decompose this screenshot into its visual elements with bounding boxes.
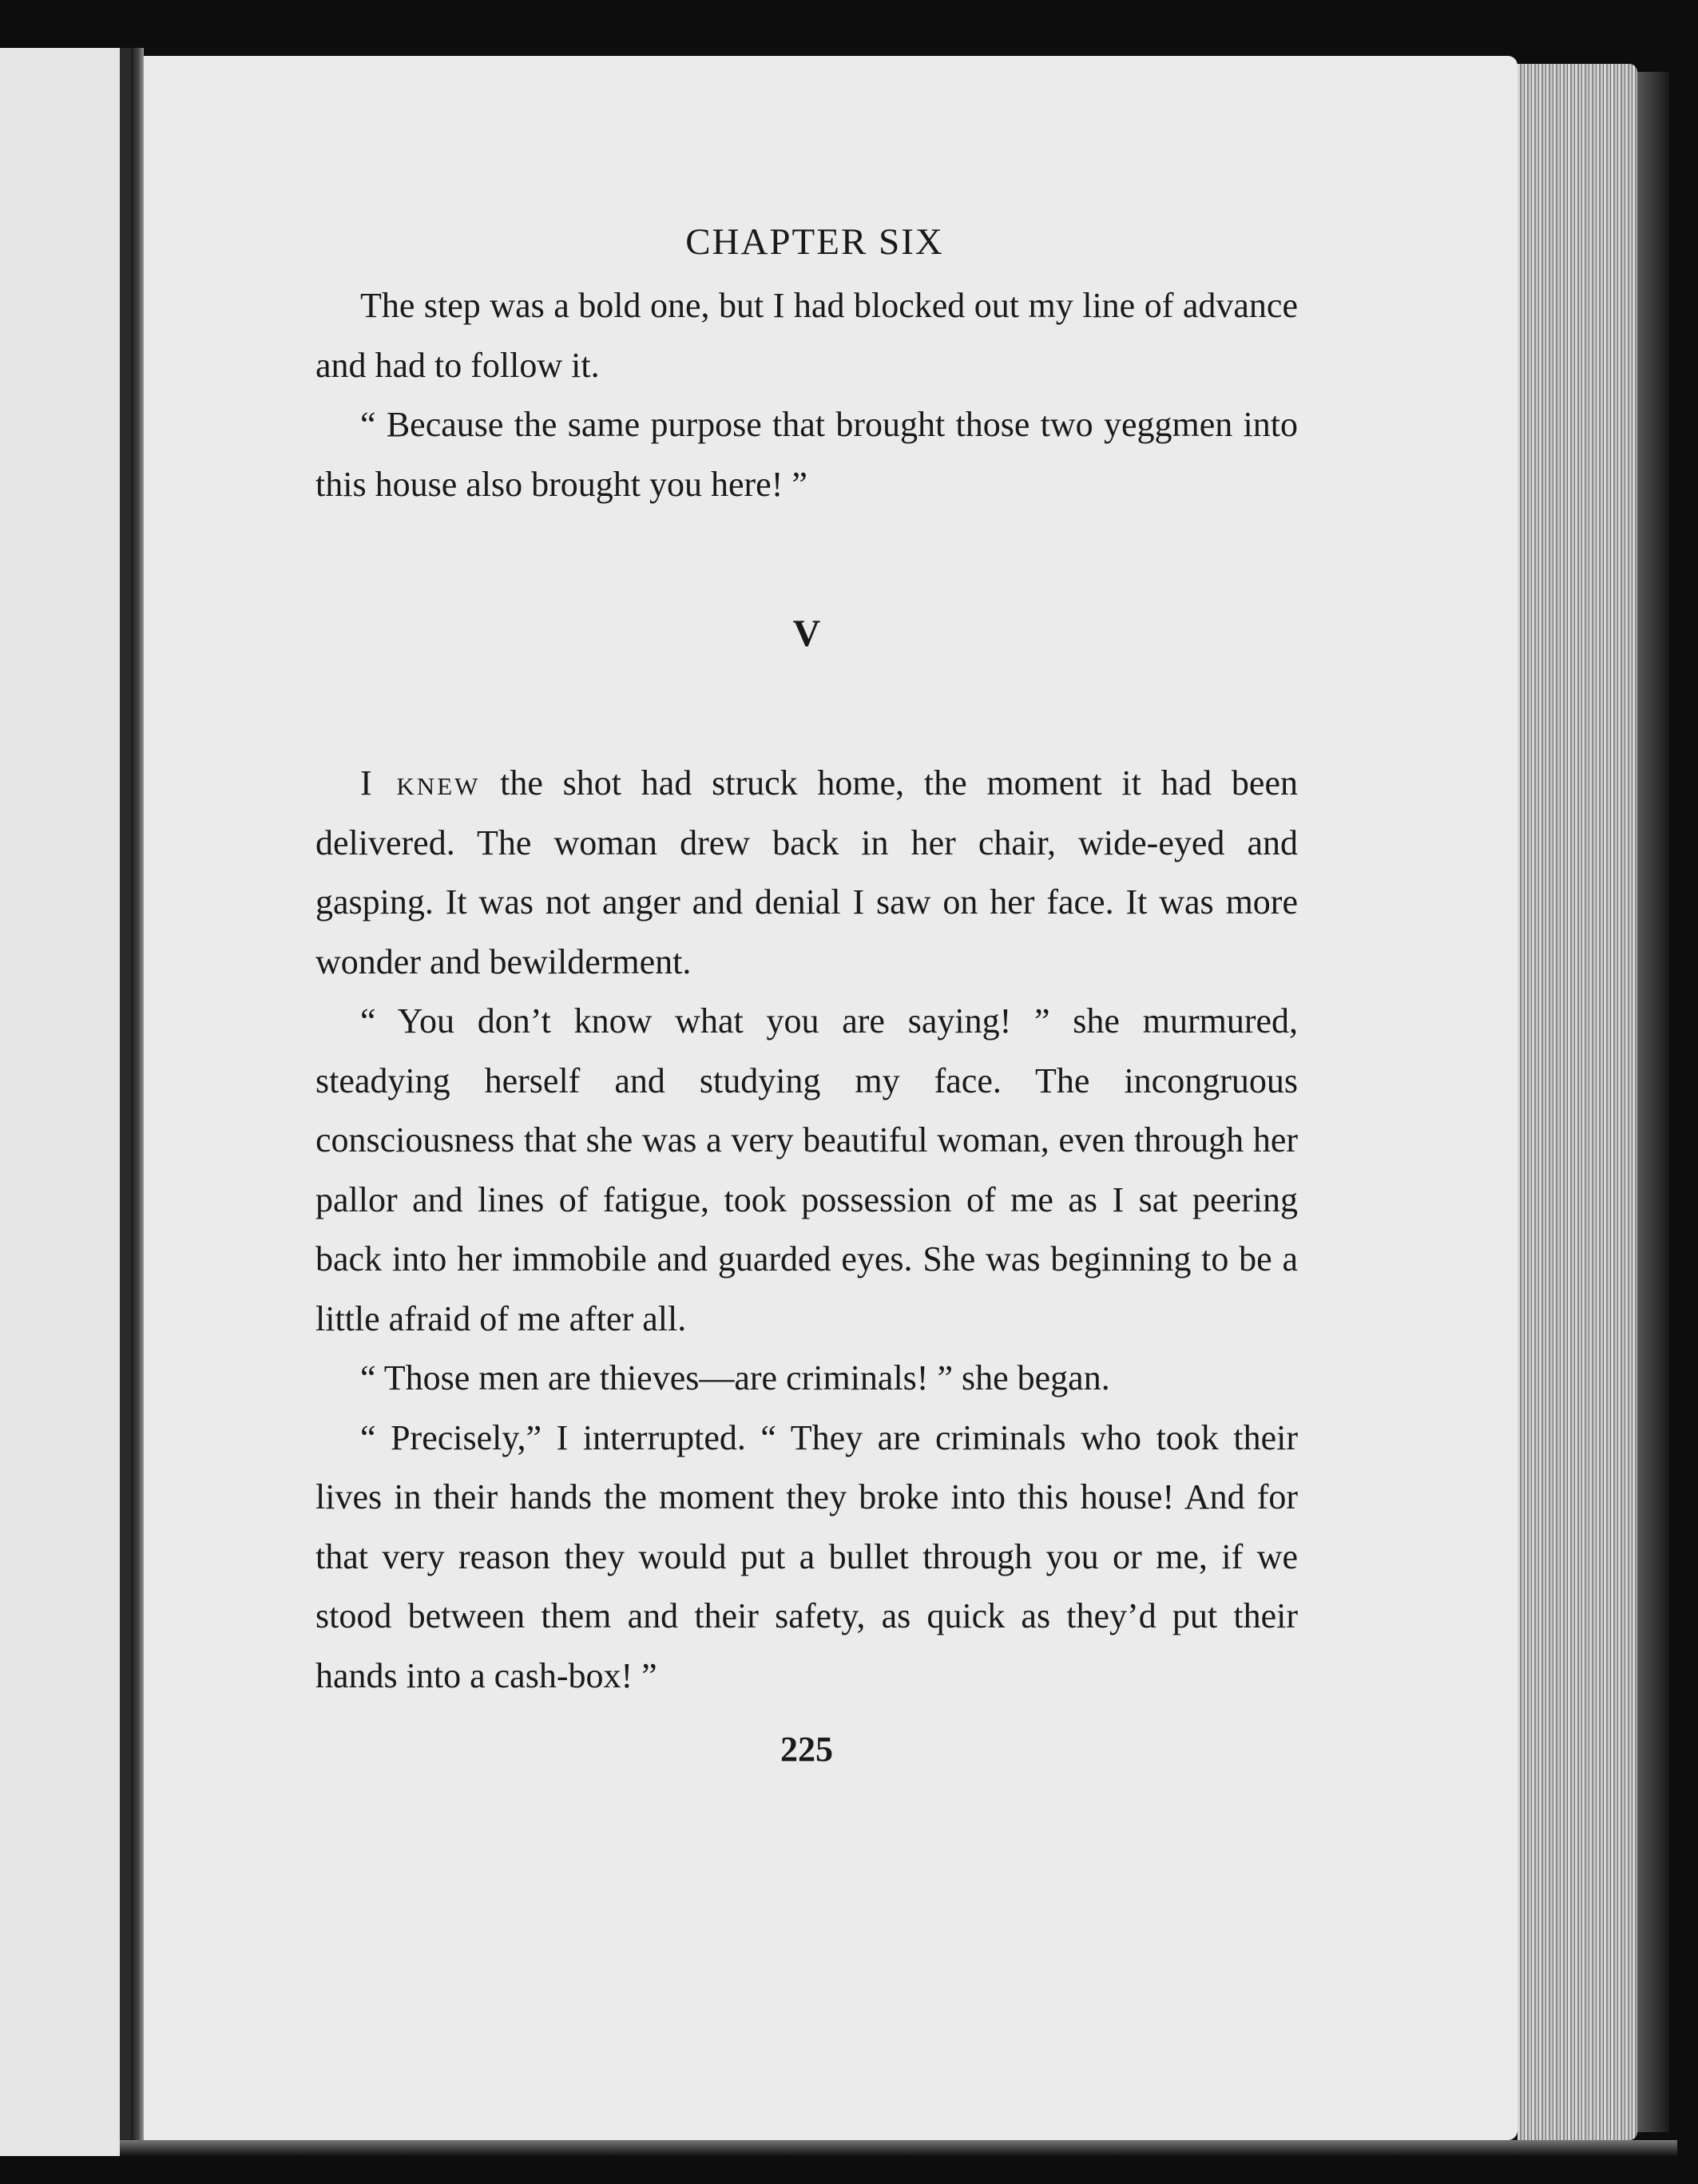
lead-words: I knew: [360, 763, 481, 803]
paragraph-4: “ You don’t know what you are saying! ” she murmured, steadying herself and studying my face. The incongruous consciousness that she was a very beautiful woman, even through her pallor and lines of fatigue, took possession of me as I sat peering back into her immobile and guarded eyes. She was beginning to be a little afraid of me after all.: [315, 1001, 1298, 1338]
bottom-shadow: [120, 2140, 1677, 2156]
page-block-shadow: [1637, 72, 1669, 2132]
paragraph-3-text: the shot had struck home, the moment it had been delivered. The woman drew back in her chair, wide-eyed and gasping. It was not anger and denial I saw on her face. It was more wonder and bewilderment.: [315, 763, 1298, 981]
running-head: CHAPTER SIX: [685, 221, 944, 263]
previous-page-edge: [0, 48, 131, 2156]
paragraph-5: “ Those men are thieves—are criminals! ” she began.: [360, 1358, 1110, 1397]
paragraph-2: “ Because the same purpose that brought those two yeggmen into this house also brought you here! ”: [315, 405, 1298, 504]
paragraph-6: “ Precisely,” I interrupted. “ They are criminals who took their lives in their hands the moment they broke into this house! And for that very reason they would put a bullet through you or me, if we stood between them and their safety, as quick as they’d put their hands into a cash-box! ”: [315, 1417, 1298, 1695]
section-number: V: [792, 612, 821, 655]
page-number: 225: [780, 1730, 833, 1769]
paragraph-1: The step was a bold one, but I had blocked out my line of advance and had to follow it.: [315, 286, 1298, 385]
page-block-edges: [1517, 64, 1637, 2140]
paragraph-3: [315, 754, 1298, 992]
binding-gutter: [131, 48, 144, 2156]
page-text: [315, 208, 1298, 1778]
